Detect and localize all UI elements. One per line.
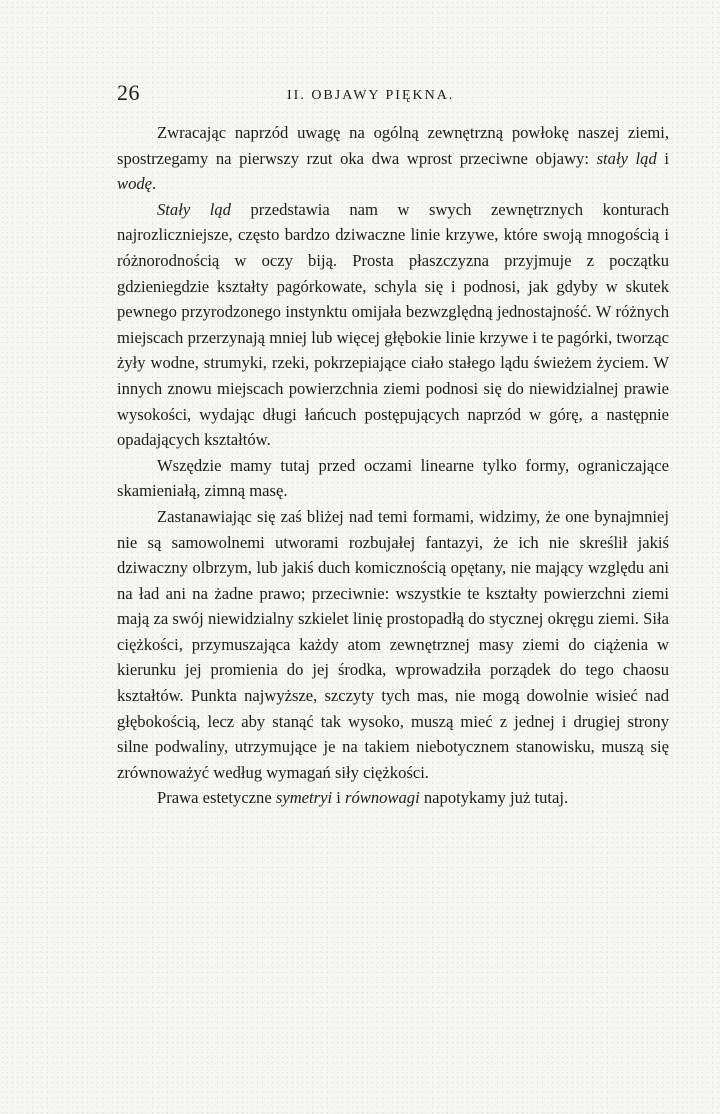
text-span: Zwracając naprzód uwagę na ogólną zewnętrzną powłokę naszej ziemi, spostrzegamy na pierwszy rzut oka dwa wprost przeciwne objawy: [117, 123, 669, 168]
text-span: przedstawia nam w swych zewnętrznych konturach najrozliczniejsze, często bardzo dziwaczne linie krzywe, które swoją mnogością i różnorodnością w oczy biją. Prosta płaszczyzna przyjmuje z początku gdzieniegdzie kształty pagórkowate, schyla się i podnosi, jak gdyby w skutek pewnego przyrodzonego instynktu omijała bezwzględną jednostajność. W różnych miejscach przerzynają mniej lub więcej głębokie linie krzywe i te pagórki, tworząc żyły wodne, strumyki, rzeki, pokrzepiające ciało stałego lądu świeżem życiem. W innych znowu miejscach powierzchnia ziemi podnosi się do niewidzialnej prawie wysokości, wydając długi łańcuch postępujących naprzód w górę, a następnie opadających kształtów. [117, 199, 669, 450]
text-span: Prawa estetyczne [157, 788, 276, 808]
text-span: Wszędzie mamy tutaj przed oczami linearne tylko formy, ograniczające skamieniałą, zimną masę. [117, 455, 669, 501]
text-span: napotykamy już tutaj. [419, 788, 569, 808]
text-span: i [656, 148, 669, 168]
italic-term-symetryi: symetryi [275, 788, 333, 808]
running-head: II. OBJAWY PIĘKNA. [287, 88, 455, 103]
italic-term-rownowagi: równowagi [345, 788, 420, 808]
body-text [117, 120, 669, 811]
text-span: Zastanawiając się zaś bliżej nad temi formami, widzimy, że one bynajmniej nie są samowolnemi utworami rozbujałej fantazyi, że ich nie skreślił jakiś dziwaczny olbrzym, lub jakiś duch komicznością opętany, nie mający względu ani na ład ani na żadne prawo; przeciwnie: wszystkie te kształty powierzchni ziemi mają za swój niewidzialny szkielet linię prostopadłą do stycznej okręgu ziemi. Siła ciężkości, przymuszająca każdy atom zewnętrznej masy ziemi do ciążenia w kierunku jej promienia do jej środka, wprowadziła porządek do tego chaosu kształtów. Punkta najwyższe, szczyty tych mas, nie mogą dowolnie wisieć nad głębokością, lecz aby stanąć tak wysoko, muszą mieć z jednej i drugiej strony silne podwaliny, utrzymujące je na takiem niebotycznem stanowisku, muszą się zrównoważyć według wymagań siły ciężkości. [117, 506, 669, 782]
page-header [117, 80, 669, 112]
paragraph-2 [117, 197, 669, 453]
italic-term-staly-lad: stały ląd [596, 148, 657, 168]
paragraph-5 [117, 785, 669, 811]
italic-term-wode: wodę [117, 174, 153, 194]
paragraph-3 [117, 453, 669, 504]
paragraph-1 [117, 120, 669, 197]
text-span: i [332, 788, 346, 808]
book-page [117, 80, 669, 808]
paragraph-4 [117, 504, 669, 786]
page-number: 26 [117, 80, 140, 105]
italic-term-staly-lad: Stały ląd [157, 199, 231, 219]
text-span: . [152, 174, 157, 194]
